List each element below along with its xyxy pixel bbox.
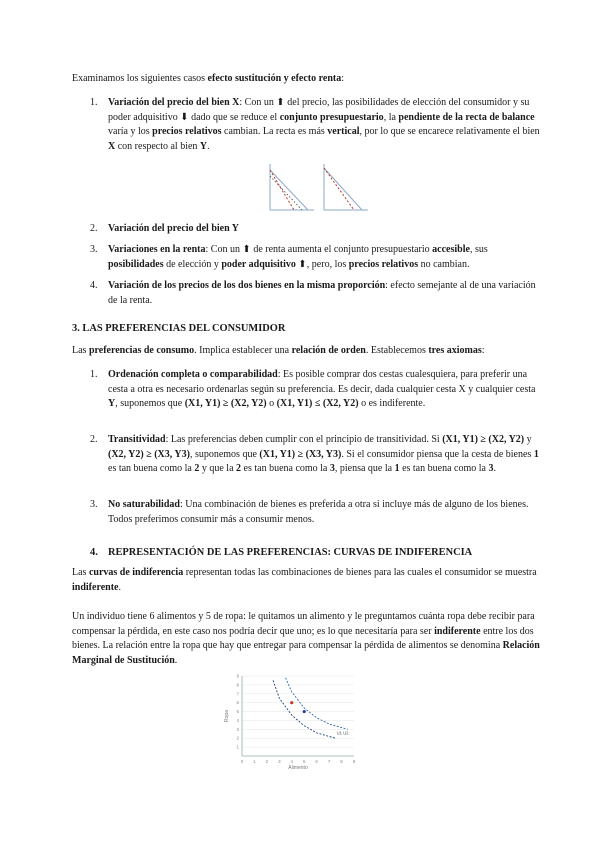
budget-line-figure: [264, 160, 374, 216]
budget-chart-right: [324, 164, 368, 210]
y-tick-label: 5: [236, 709, 239, 715]
y-tick-label: 4: [236, 717, 239, 723]
arrow-down-icon: ⬇: [180, 111, 189, 123]
x-tick-label: 0: [240, 759, 244, 764]
y-tick-label: 3: [236, 726, 239, 732]
data-point: [290, 701, 293, 704]
x-tick-label: 3: [278, 759, 281, 764]
curve-label: U1 U2: [336, 730, 349, 736]
y-tick-label: 8: [236, 682, 239, 688]
y-tick-label: 6: [236, 700, 239, 706]
list-item: 3. No saturabilidad: Una combinación de bienes es preferida a otra si incluye más de alguno de los bienes. Todos preferimos consumir más a consumir menos.: [90, 499, 529, 525]
budget-chart-left: [270, 164, 314, 210]
arrow-up-icon: ⬆: [276, 97, 285, 108]
x-axis-label: Alimento: [288, 765, 308, 771]
x-tick-label: 7: [327, 759, 331, 764]
list-item: 1. Ordenación completa o comparabilidad: Es posible comprar dos cestas cualesquiera, para preferir una cesta a otra es necesario ordenarlas según su preferencia. Es decir, dada cualquier cesta X y cualquier cesta Y, suponemos que (X1, Y1) ≥ (X2, Y2) o (X1, Y1) ≤ (X2, Y2) o es indiferente.: [90, 369, 536, 410]
arrow-up-icon: ⬆: [298, 258, 307, 270]
y-tick-label: 2: [236, 735, 239, 741]
series-line: [286, 678, 348, 730]
section-heading: 4. REPRESENTACIÓN DE LAS PREFERENCIAS: CURVAS DE INDIFERENCIA: [90, 547, 473, 558]
y-tick-label: 9: [236, 673, 239, 679]
x-tick-label: 9: [352, 759, 356, 764]
x-tick-label: 6: [315, 759, 318, 764]
list-item: 2. Transitividad: Las preferencias deben cumplir con el principio de transitividad. Si (X1, Y1) ≥ (X2, Y2) y (X2, Y2) ≥ (X3, Y3), suponemos que (X1, Y1) ≥ (X3, Y3). Si el consumidor piensa que la cesta de bienes 1 es tan buena como la 2 y que la 2 es tan buena como la 3, piensa que la 1 es tan buena como la 3.: [90, 434, 539, 475]
x-tick-label: 8: [340, 759, 343, 764]
x-tick-label: 4: [290, 759, 294, 764]
list-item: 4. Variación de los precios de los dos bienes en la misma proporción: efecto semejante al de una variación de la renta.: [90, 280, 536, 306]
y-tick-label: 1: [236, 744, 239, 750]
list-item: 3. Variaciones en la renta: Con un ⬆ de renta aumenta el conjunto presupuestario accesible, sus posibilidades de elección y poder adquisitivo ⬆, pero, los precios relativos no cambian.: [90, 244, 488, 270]
indifference-curve-chart: [222, 670, 372, 776]
data-point: [303, 710, 306, 713]
list-item: 2. Variación del precio del bien Y: [90, 223, 240, 234]
arrow-up-icon: ⬆: [242, 244, 251, 255]
section3-intro: Las preferencias de consumo. Implica establecer una relación de orden. Establecemos tres axiomas:: [72, 345, 485, 356]
section-heading: 3. LAS PREFERENCIAS DEL CONSUMIDOR: [72, 323, 286, 334]
x-tick-label: 2: [265, 759, 269, 764]
x-tick-label: 5: [302, 759, 306, 764]
section4-intro: Las curvas de indiferencia representan todas las combinaciones de bienes para las cuales el consumidor se muestra indiferente.: [72, 567, 537, 593]
intro-paragraph: Examinamos los siguientes casos efecto sustitución y efecto renta:: [72, 73, 344, 84]
list-item: 1. Variación del precio del bien X: Con un ⬆ del precio, las posibilidades de elección del consumidor y su poder adquisitivo ⬇ dado que se reduce el conjunto presupuestario, la pendiente de la recta de balance varía y los precios relativos cambian. La recta es más vertical, por lo que se encarece relativamente el bien X con respecto al bien Y.: [90, 97, 540, 152]
x-tick-label: 1: [253, 759, 256, 764]
y-tick-label: 7: [236, 691, 239, 697]
y-axis-label: Ropa: [224, 710, 230, 722]
final-paragraph: Un individuo tiene 6 alimentos y 5 de ropa: le quitamos un alimento y le preguntamos cuánta ropa debe recibir para compensar la pérdida, en este caso nos podría decir que uno; es lo que necesitaría para ser indiferente entre los dos bienes. La relación entre la ropa que hay que entregar para compensar la pérdida de alimentos se denomina Relación Marginal de Sustitución.: [72, 611, 540, 666]
